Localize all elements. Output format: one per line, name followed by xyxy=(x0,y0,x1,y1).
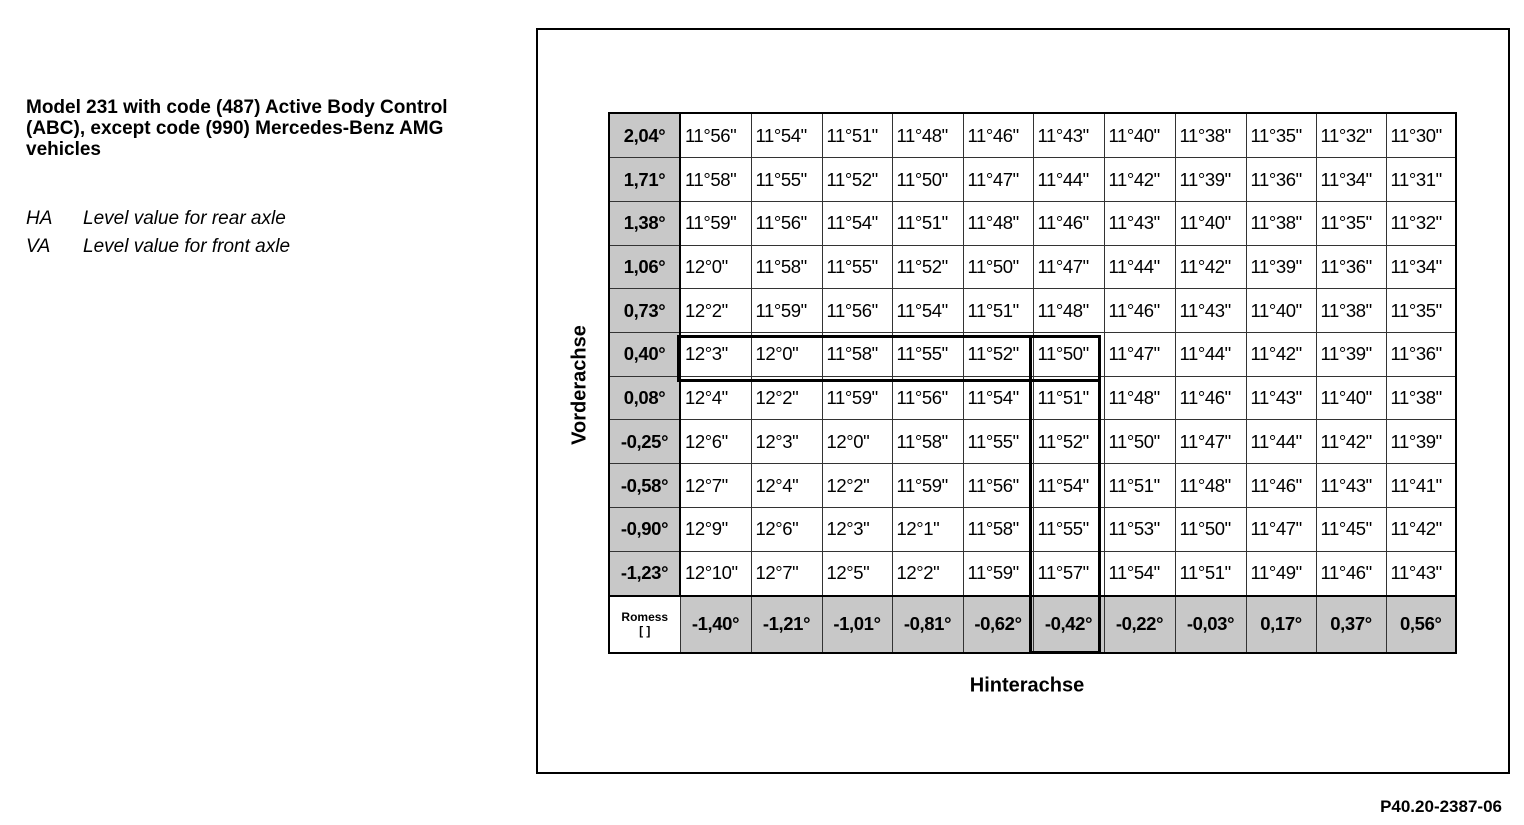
angle-cell: 11°54" xyxy=(822,201,892,245)
angle-cell: 11°55" xyxy=(822,245,892,289)
romess-corner-label xyxy=(609,596,680,653)
rear-axle-value: -1,01° xyxy=(822,596,892,653)
table-row xyxy=(609,158,1456,202)
angle-cell: 11°42" xyxy=(1316,420,1386,464)
angle-cell: 11°50" xyxy=(1175,507,1246,551)
table-row xyxy=(609,507,1456,551)
angle-cell: 11°41" xyxy=(1386,464,1456,508)
angle-cell: 11°51" xyxy=(892,201,963,245)
angle-cell: 11°50" xyxy=(1033,333,1104,377)
angle-cell: 12°0" xyxy=(751,333,822,377)
angle-cell: 11°52" xyxy=(1033,420,1104,464)
front-axle-value: 0,40° xyxy=(609,333,680,377)
angle-cell: 11°32" xyxy=(1316,113,1386,158)
table-row xyxy=(609,464,1456,508)
angle-cell: 11°59" xyxy=(892,464,963,508)
angle-cell: 11°51" xyxy=(822,113,892,158)
angle-cell: 11°48" xyxy=(892,113,963,158)
angle-cell: 12°2" xyxy=(822,464,892,508)
angle-cell: 11°35" xyxy=(1386,289,1456,333)
angle-cell: 11°59" xyxy=(680,201,751,245)
angle-cell: 11°56" xyxy=(822,289,892,333)
angle-cell: 11°58" xyxy=(892,420,963,464)
angle-cell: 11°30" xyxy=(1386,113,1456,158)
angle-cell: 11°48" xyxy=(1175,464,1246,508)
table-row xyxy=(609,333,1456,377)
document-title: Model 231 with code (487) Active Body Control (ABC), except code (990) Mercedes-Benz AMG vehicles xyxy=(26,97,448,160)
legend-item-ha xyxy=(26,205,506,233)
angle-cell: 12°0" xyxy=(680,245,751,289)
rear-axle-value: 0,17° xyxy=(1246,596,1316,653)
angle-cell: 11°51" xyxy=(1033,376,1104,420)
angle-cell: 11°53" xyxy=(1104,507,1175,551)
front-axle-value: 1,38° xyxy=(609,201,680,245)
angle-cell: 11°38" xyxy=(1386,376,1456,420)
corner-label-line: Romess xyxy=(621,610,669,625)
front-axle-value: 2,04° xyxy=(609,113,680,158)
rear-axle-row xyxy=(609,596,1456,653)
angle-cell: 11°55" xyxy=(963,420,1033,464)
angle-cell: 11°55" xyxy=(1033,507,1104,551)
angle-cell: 11°54" xyxy=(1104,551,1175,596)
angle-cell: 11°59" xyxy=(963,551,1033,596)
angle-cell: 11°58" xyxy=(963,507,1033,551)
angle-cell: 11°43" xyxy=(1104,201,1175,245)
angle-cell: 11°32" xyxy=(1386,201,1456,245)
front-axle-value: -0,25° xyxy=(609,420,680,464)
angle-cell: 11°39" xyxy=(1316,333,1386,377)
angle-cell: 11°43" xyxy=(1316,464,1386,508)
angle-table xyxy=(608,112,1457,654)
angle-cell: 11°51" xyxy=(1175,551,1246,596)
angle-cell: 12°3" xyxy=(822,507,892,551)
rear-axle-value: -1,40° xyxy=(680,596,751,653)
angle-cell: 11°43" xyxy=(1175,289,1246,333)
rear-axle-value: -1,21° xyxy=(751,596,822,653)
angle-cell: 11°38" xyxy=(1246,201,1316,245)
angle-cell: 11°52" xyxy=(822,158,892,202)
angle-cell: 12°1" xyxy=(892,507,963,551)
legend-item-va xyxy=(26,233,506,261)
angle-cell: 11°47" xyxy=(963,158,1033,202)
angle-cell: 11°49" xyxy=(1246,551,1316,596)
angle-cell: 11°51" xyxy=(1104,464,1175,508)
angle-cell: 11°40" xyxy=(1175,201,1246,245)
angle-cell: 11°55" xyxy=(892,333,963,377)
angle-cell: 11°44" xyxy=(1104,245,1175,289)
angle-cell: 12°3" xyxy=(751,420,822,464)
angle-cell: 12°4" xyxy=(680,376,751,420)
angle-cell: 11°44" xyxy=(1033,158,1104,202)
angle-cell: 11°56" xyxy=(892,376,963,420)
angle-cell: 12°4" xyxy=(751,464,822,508)
angle-cell: 11°58" xyxy=(751,245,822,289)
angle-cell: 11°46" xyxy=(1316,551,1386,596)
angle-cell: 11°48" xyxy=(1033,289,1104,333)
angle-cell: 11°34" xyxy=(1386,245,1456,289)
rear-axle-axis-label: Hinterachse xyxy=(969,674,1085,697)
angle-cell: 12°2" xyxy=(751,376,822,420)
angle-cell: 11°43" xyxy=(1246,376,1316,420)
angle-cell: 12°6" xyxy=(751,507,822,551)
angle-cell: 11°54" xyxy=(963,376,1033,420)
angle-cell: 11°35" xyxy=(1246,113,1316,158)
angle-cell: 11°56" xyxy=(680,113,751,158)
angle-cell: 11°45" xyxy=(1316,507,1386,551)
angle-cell: 11°50" xyxy=(892,158,963,202)
angle-cell: 11°54" xyxy=(892,289,963,333)
angle-cell: 12°9" xyxy=(680,507,751,551)
figure-reference-code: P40.20-2387-06 xyxy=(1380,797,1502,816)
angle-cell: 12°6" xyxy=(680,420,751,464)
angle-cell: 12°10" xyxy=(680,551,751,596)
rear-axle-value: -0,62° xyxy=(963,596,1033,653)
table-row xyxy=(609,113,1456,158)
angle-cell: 11°34" xyxy=(1316,158,1386,202)
rear-axle-value: -0,81° xyxy=(892,596,963,653)
angle-cell: 11°44" xyxy=(1246,420,1316,464)
angle-cell: 11°42" xyxy=(1104,158,1175,202)
angle-cell: 11°50" xyxy=(1104,420,1175,464)
angle-cell: 11°56" xyxy=(963,464,1033,508)
front-axle-axis-label: Vorderachse xyxy=(568,325,591,445)
angle-cell: 12°2" xyxy=(892,551,963,596)
legend-text: Level value for front axle xyxy=(83,236,291,257)
angle-cell: 11°40" xyxy=(1104,113,1175,158)
table-row xyxy=(609,376,1456,420)
angle-cell: 11°35" xyxy=(1316,201,1386,245)
front-axle-value: -1,23° xyxy=(609,551,680,596)
angle-cell: 11°43" xyxy=(1033,113,1104,158)
angle-cell: 11°39" xyxy=(1386,420,1456,464)
angle-cell: 11°50" xyxy=(963,245,1033,289)
rear-axle-value: -0,03° xyxy=(1175,596,1246,653)
front-axle-value: -0,90° xyxy=(609,507,680,551)
angle-cell: 11°46" xyxy=(1104,289,1175,333)
angle-cell: 11°38" xyxy=(1175,113,1246,158)
table-row xyxy=(609,551,1456,596)
angle-cell: 12°2" xyxy=(680,289,751,333)
front-axle-value: 1,06° xyxy=(609,245,680,289)
angle-cell: 11°55" xyxy=(751,158,822,202)
angle-cell: 11°51" xyxy=(963,289,1033,333)
angle-cell: 11°46" xyxy=(1033,201,1104,245)
angle-cell: 11°40" xyxy=(1316,376,1386,420)
angle-cell: 11°42" xyxy=(1386,507,1456,551)
angle-cell: 12°0" xyxy=(822,420,892,464)
angle-cell: 11°48" xyxy=(1104,376,1175,420)
angle-cell: 11°44" xyxy=(1175,333,1246,377)
table-row xyxy=(609,201,1456,245)
front-axle-value: 0,08° xyxy=(609,376,680,420)
angle-cell: 11°58" xyxy=(680,158,751,202)
angle-cell: 11°46" xyxy=(963,113,1033,158)
angle-cell: 11°43" xyxy=(1386,551,1456,596)
angle-cell: 11°47" xyxy=(1175,420,1246,464)
angle-cell: 11°52" xyxy=(963,333,1033,377)
angle-cell: 11°36" xyxy=(1316,245,1386,289)
angle-cell: 11°47" xyxy=(1246,507,1316,551)
angle-cell: 12°7" xyxy=(680,464,751,508)
legend-key: HA xyxy=(26,208,53,229)
angle-cell: 11°58" xyxy=(822,333,892,377)
angle-cell: 11°42" xyxy=(1246,333,1316,377)
angle-cell: 11°47" xyxy=(1033,245,1104,289)
angle-cell: 11°54" xyxy=(1033,464,1104,508)
angle-cell: 11°40" xyxy=(1246,289,1316,333)
angle-cell: 12°7" xyxy=(751,551,822,596)
angle-cell: 11°48" xyxy=(963,201,1033,245)
legend xyxy=(26,205,506,261)
table-row xyxy=(609,289,1456,333)
angle-cell: 11°36" xyxy=(1386,333,1456,377)
corner-label-line: [ ] xyxy=(639,624,651,639)
angle-cell: 11°31" xyxy=(1386,158,1456,202)
angle-cell: 11°59" xyxy=(751,289,822,333)
rear-axle-value: -0,42° xyxy=(1033,596,1104,653)
angle-cell: 12°3" xyxy=(680,333,751,377)
angle-cell: 12°5" xyxy=(822,551,892,596)
rear-axle-value: 0,56° xyxy=(1386,596,1456,653)
angle-cell: 11°59" xyxy=(822,376,892,420)
front-axle-value: 1,71° xyxy=(609,158,680,202)
angle-cell: 11°39" xyxy=(1175,158,1246,202)
angle-cell: 11°46" xyxy=(1175,376,1246,420)
front-axle-value: -0,58° xyxy=(609,464,680,508)
legend-key: VA xyxy=(26,236,51,257)
angle-cell: 11°36" xyxy=(1246,158,1316,202)
rear-axle-value: -0,22° xyxy=(1104,596,1175,653)
angle-cell: 11°39" xyxy=(1246,245,1316,289)
table-row xyxy=(609,245,1456,289)
rear-axle-value: 0,37° xyxy=(1316,596,1386,653)
angle-cell: 11°56" xyxy=(751,201,822,245)
legend-text: Level value for rear axle xyxy=(83,208,286,229)
front-axle-value: 0,73° xyxy=(609,289,680,333)
angle-cell: 11°52" xyxy=(892,245,963,289)
angle-cell: 11°54" xyxy=(751,113,822,158)
angle-cell: 11°46" xyxy=(1246,464,1316,508)
angle-cell: 11°42" xyxy=(1175,245,1246,289)
angle-cell: 11°47" xyxy=(1104,333,1175,377)
table-row xyxy=(609,420,1456,464)
angle-cell: 11°57" xyxy=(1033,551,1104,596)
angle-cell: 11°38" xyxy=(1316,289,1386,333)
